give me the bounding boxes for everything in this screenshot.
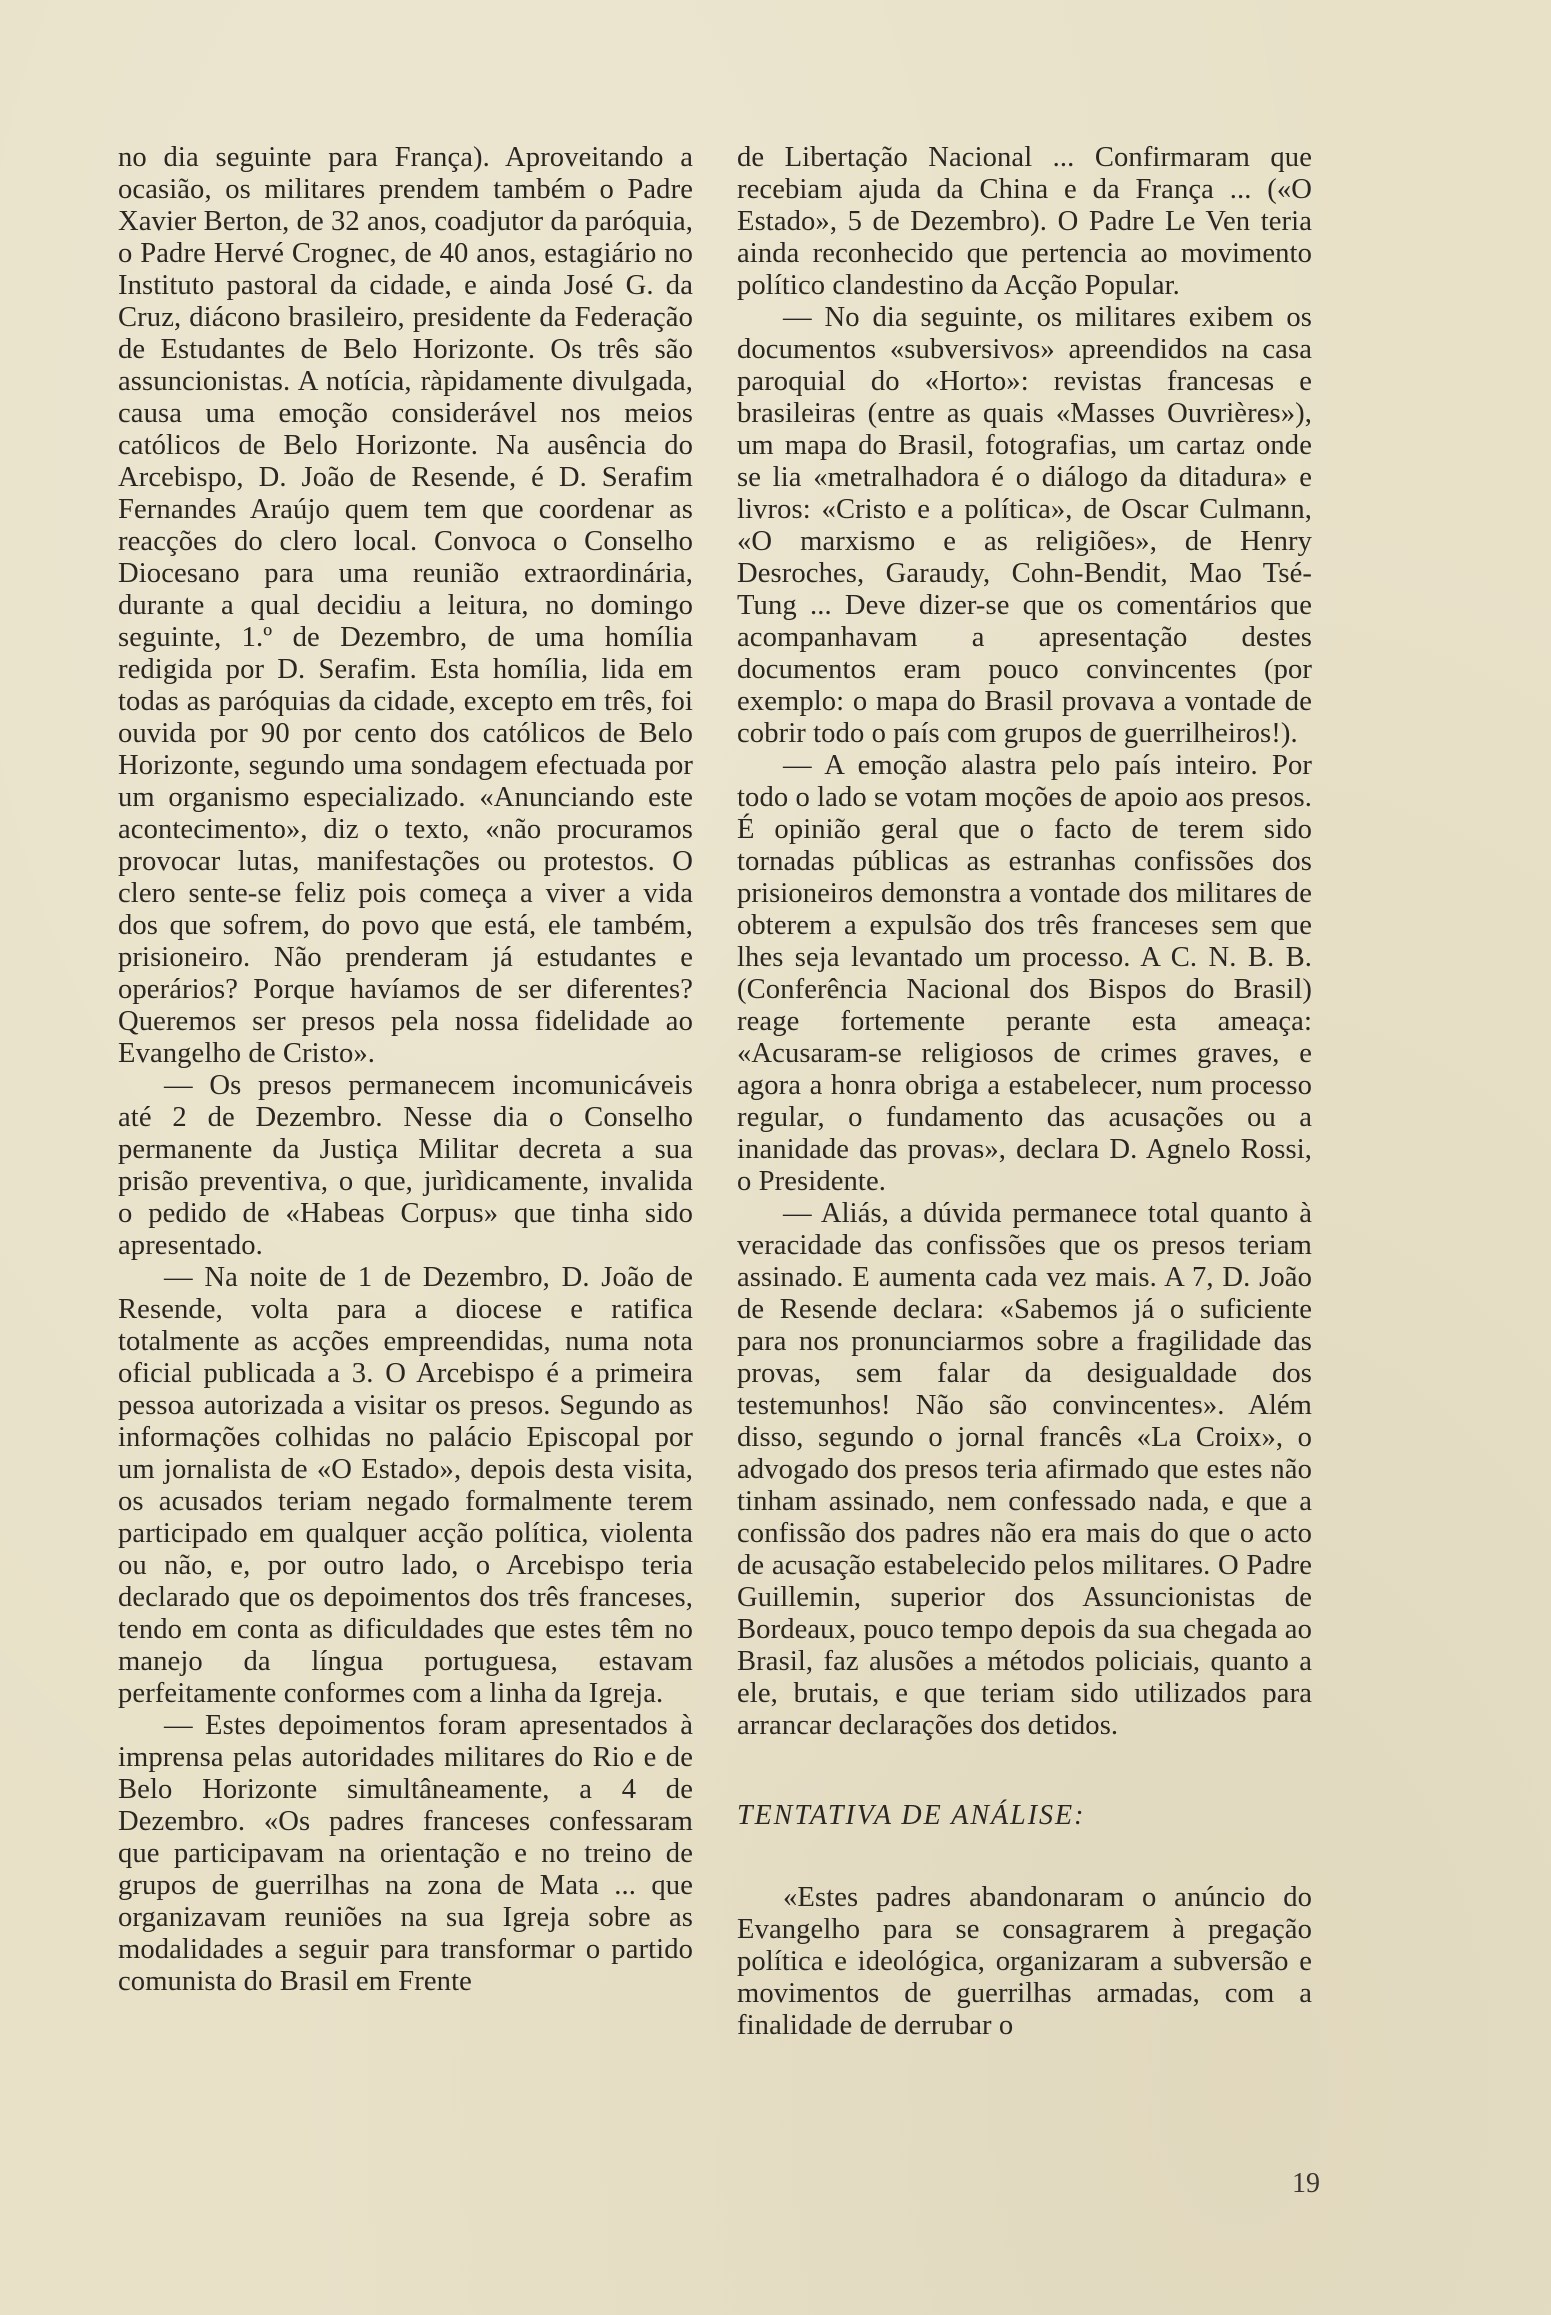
paragraph: «Estes padres abandonaram o anúncio do Evangelho para se consagrarem à pregação política e ideológica, organizaram a subversão e movimentos de guerrilhas armadas, com a finalidade de derrubar o — [737, 1882, 1312, 2041]
paragraph: no dia seguinte para França). Aproveitando a ocasião, os militares prendem também o Padre Xavier Berton, de 32 anos, coadjutor da paróquia, o Padre Hervé Crognec, de 40 anos, estagiário no Instituto pastoral da cidade, e ainda José G. da Cruz, diácono brasileiro, presidente da Federação de Estudantes de Belo Horizonte. Os três são assuncionistas. A notícia, ràpidamente divulgada, causa uma emoção considerável nos meios católicos de Belo Horizonte. Na ausência do Arcebispo, D. João de Resende, é D. Serafim Fernandes Araújo quem tem que coordenar as reacções do clero local. Convoca o Conselho Diocesano para uma reunião extraordinária, durante a qual decidiu a leitura, no domingo seguinte, 1.º de Dezembro, de uma homília redigida por D. Serafim. Esta homília, lida em todas as paróquias da cidade, excepto em três, foi ouvida por 90 por cento dos católicos de Belo Horizonte, segundo uma sondagem efectuada por um organismo especializado. «Anunciando este acontecimento», diz o texto, «não procuramos provocar lutas, manifestações ou protestos. O clero sente-se feliz pois começa a viver a vida dos que sofrem, do povo que está, ele também, prisioneiro. Não prenderam já estudantes e operários? Porque havíamos de ser diferentes? Queremos ser presos pela nossa fidelidade ao Evangelho de Cristo». — [118, 142, 694, 1069]
paragraph: — Estes depoimentos foram apresentados à imprensa pelas autoridades militares do Rio e de Belo Horizonte simultâneamente, a 4 de Dezembro. «Os padres franceses confessaram que participavam na orientação e no treino de grupos de guerrilhas na zona de Mata ... que organizavam reuniões na sua Igreja sobre as modalidades a seguir para transformar o partido comunista do Brasil em Frente — [118, 1710, 693, 1997]
right-column — [737, 142, 1312, 2042]
paragraph: — Os presos permanecem incomunicáveis até 2 de Dezembro. Nesse dia o Conselho permanente da Justiça Militar decreta a sua prisão preventiva, o que, jurìdicamente, invalida o pedido de «Habeas Corpus» que tinha sido apresentado. — [118, 1070, 693, 1261]
left-column — [118, 142, 693, 1998]
paragraph: — No dia seguinte, os militares exibem os documentos «subversivos» apreendidos na casa paroquial do «Horto»: revistas francesas e brasileiras (entre as quais «Masses Ouvrières»), um mapa do Brasil, fotografias, um cartaz onde se lia «metralhadora é o diálogo da ditadura» e livros: «Cristo e a política», de Oscar Culmann, «O marxismo e as religiões», de Henry Desroches, Garaudy, Cohn-Bendit, Mao Tsé-Tung ... Deve dizer-se que os comentários que acompanhavam a apresentação destes documentos eram pouco convincentes (por exemplo: o mapa do Brasil provava a vontade de cobrir todo o país com grupos de guerrilheiros!). — [737, 302, 1312, 749]
page-number: 19 — [1292, 2168, 1320, 2199]
paragraph: — Na noite de 1 de Dezembro, D. João de Resende, volta para a diocese e ratifica totalmente as acções empreendidas, numa nota oficial publicada a 3. O Arcebispo é a primeira pessoa autorizada a visitar os presos. Segundo as informações colhidas no palácio Episcopal por um jornalista de «O Estado», depois desta visita, os acusados teriam negado formalmente terem participado em qualquer acção política, violenta ou não, e, por outro lado, o Arcebispo teria declarado que os depoimentos dos três franceses, tendo em conta as dificuldades que estes têm no manejo da língua portuguesa, estavam perfeitamente conformes com a linha da Igreja. — [118, 1262, 693, 1709]
paragraph: de Libertação Nacional ... Confirmaram que recebiam ajuda da China e da França ... («O Estado», 5 de Dezembro). O Padre Le Ven teria ainda reconhecido que pertencia ao movimento político clandestino da Acção Popular. — [737, 142, 1312, 301]
paragraph: — A emoção alastra pelo país inteiro. Por todo o lado se votam moções de apoio aos presos. É opinião geral que o facto de terem sido tornadas públicas as estranhas confissões dos prisioneiros demonstra a vontade dos militares de obterem a expulsão dos três franceses sem que lhes seja levantado um processo. A C. N. B. B. (Conferência Nacional dos Bispos do Brasil) reage fortemente perante esta ameaça: «Acusaram-se religiosos de crimes graves, e agora a honra obriga a estabelecer, num processo regular, o fundamento das acusações ou a inanidade das provas», declara D. Agnelo Rossi, o Presidente. — [737, 750, 1312, 1197]
section-heading: TENTATIVA DE ANÁLISE: — [737, 1800, 1086, 1831]
paragraph: — Aliás, a dúvida permanece total quanto à veracidade das confissões que os presos teriam assinado. E aumenta cada vez mais. A 7, D. João de Resende declara: «Sabemos já o suficiente para nos pronunciarmos sobre a fragilidade das provas, sem falar da desigualdade dos testemunhos! Não são convincentes». Além disso, segundo o jornal francês «La Croix», o advogado dos presos teria afirmado que estes não tinham assinado, nem confessado nada, e que a confissão dos padres não era mais do que o acto de acusação estabelecido pelos militares. O Padre Guillemin, superior dos Assuncionistas de Bordeaux, pouco tempo depois da sua chegada ao Brasil, faz alusões a métodos policiais, quanto a ele, brutais, e que teriam sido utilizados para arrancar declarações dos detidos. — [737, 1198, 1312, 1741]
